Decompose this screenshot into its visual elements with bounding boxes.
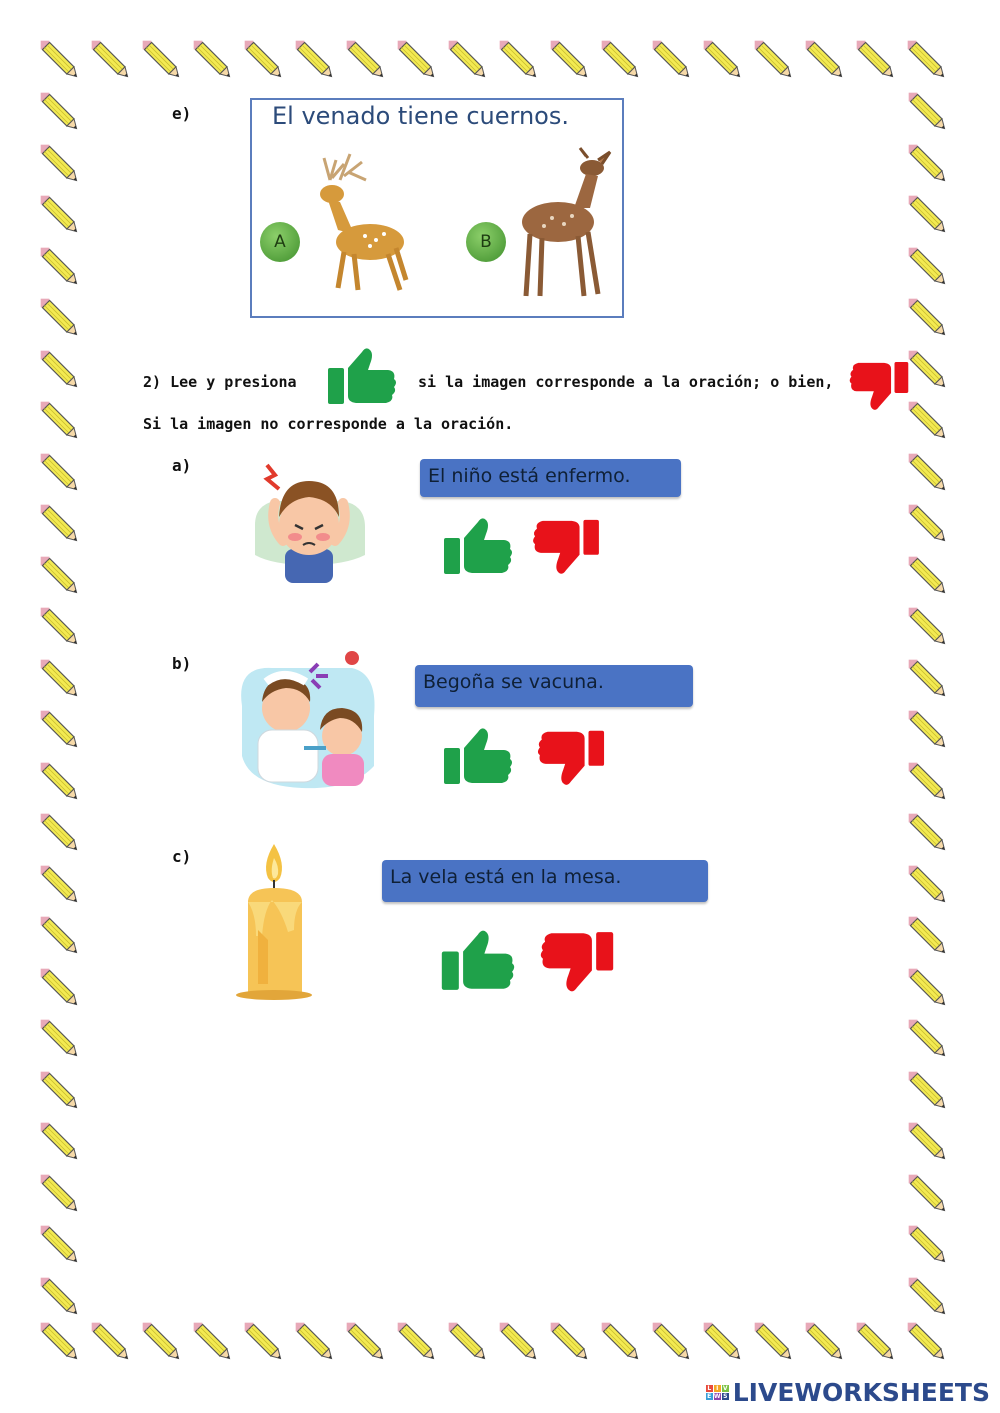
pencil-icon [40, 813, 92, 865]
pencil-icon [40, 710, 92, 762]
pencil-icon [908, 504, 960, 556]
pencil-icon [142, 40, 194, 92]
pencil-icon [40, 247, 92, 299]
pencil-icon [142, 1322, 194, 1374]
pencil-icon [908, 401, 960, 453]
pencil-icon [499, 1322, 551, 1374]
pencil-icon [856, 1322, 908, 1374]
pencil-icon [346, 1322, 398, 1374]
pencil-icon [550, 40, 602, 92]
pencil-icon [499, 40, 551, 92]
pencil-icon [40, 350, 92, 402]
deer-sentence: El venado tiene cuernos. [272, 102, 569, 130]
thumbs-up-button-a[interactable] [442, 514, 514, 576]
pencil-icon [397, 1322, 449, 1374]
thumbs-down-button-b[interactable] [536, 728, 606, 790]
pencil-icon [40, 1071, 92, 1123]
pencil-icon [40, 453, 92, 505]
pencil-icon [703, 1322, 755, 1374]
pencil-icon [652, 40, 704, 92]
pencil-icon [703, 40, 755, 92]
sick-boy-icon [245, 455, 373, 585]
option-a-button[interactable]: A [260, 222, 300, 262]
option-b-button[interactable]: B [466, 222, 506, 262]
pencil-icon [295, 40, 347, 92]
sentence-box-c: La vela está en la mesa. [382, 860, 708, 902]
pencil-icon [908, 195, 960, 247]
pencil-icon [40, 762, 92, 814]
pencil-icon [40, 1019, 92, 1071]
pencil-icon [754, 40, 806, 92]
pencil-icon [908, 1019, 960, 1071]
pencil-icon [601, 1322, 653, 1374]
pencil-icon [40, 1174, 92, 1226]
thumbs-up-button-b[interactable] [442, 724, 514, 786]
pencil-icon [908, 607, 960, 659]
fawn-icon [516, 146, 616, 302]
thumbs-down-icon [848, 360, 910, 414]
item-label-a: a) [172, 456, 192, 475]
vaccine-icon [232, 646, 382, 792]
pencil-icon [908, 453, 960, 505]
antlered-deer-icon [310, 150, 410, 300]
thumbs-up-icon [326, 344, 398, 406]
pencil-icon [91, 40, 143, 92]
pencil-icon [244, 40, 296, 92]
pencil-icon [652, 1322, 704, 1374]
pencil-icon [908, 865, 960, 917]
thumbs-down-button-c[interactable] [538, 930, 616, 996]
pencil-icon [40, 659, 92, 711]
pencil-icon [908, 710, 960, 762]
pencil-icon [40, 144, 92, 196]
pencil-icon [295, 1322, 347, 1374]
candle-icon [232, 840, 318, 1002]
pencil-icon [908, 556, 960, 608]
instruction-text-1: 2) Lee y presiona [143, 373, 297, 391]
pencil-icon [550, 1322, 602, 1374]
pencil-icon [397, 40, 449, 92]
pencil-icon [908, 92, 960, 144]
pencil-icon [908, 247, 960, 299]
pencil-icon [908, 916, 960, 968]
pencil-icon [40, 504, 92, 556]
pencil-icon [40, 916, 92, 968]
pencil-icon [907, 40, 959, 92]
pencil-icon [601, 40, 653, 92]
pencil-icon [346, 40, 398, 92]
pencil-icon [40, 968, 92, 1020]
item-label-c: c) [172, 847, 192, 866]
sentence-box-b: Begoña se vacuna. [415, 665, 693, 707]
thumbs-up-button-c[interactable] [439, 926, 517, 992]
item-label-e: e) [172, 104, 192, 123]
pencil-icon [40, 607, 92, 659]
pencil-icon [908, 350, 960, 402]
pencil-icon [244, 1322, 296, 1374]
instruction-text-2: si la imagen corresponde a la oración; o bien, [418, 373, 834, 391]
pencil-icon [908, 968, 960, 1020]
item-label-b: b) [172, 654, 192, 673]
pencil-icon [754, 1322, 806, 1374]
pencil-icon [908, 1174, 960, 1226]
pencil-icon [40, 865, 92, 917]
pencil-icon [856, 40, 908, 92]
logo-grid-icon: L I V E W S [707, 1385, 728, 1400]
pencil-icon [908, 1277, 960, 1329]
pencil-icon [40, 1277, 92, 1329]
pencil-icon [908, 1122, 960, 1174]
pencil-icon [908, 298, 960, 350]
pencil-icon [907, 1322, 959, 1374]
pencil-icon [448, 40, 500, 92]
pencil-icon [40, 556, 92, 608]
pencil-icon [448, 1322, 500, 1374]
deer-card [250, 98, 624, 318]
pencil-icon [40, 298, 92, 350]
pencil-icon [908, 659, 960, 711]
pencil-icon [40, 1122, 92, 1174]
pencil-icon [40, 1225, 92, 1277]
pencil-icon [40, 40, 92, 92]
pencil-icon [40, 92, 92, 144]
pencil-icon [908, 813, 960, 865]
pencil-icon [908, 1071, 960, 1123]
pencil-icon [91, 1322, 143, 1374]
pencil-icon [40, 195, 92, 247]
pencil-icon [805, 40, 857, 92]
instruction-text-3: Si la imagen no corresponde a la oración. [143, 415, 514, 433]
pencil-icon [908, 1225, 960, 1277]
thumbs-down-button-a[interactable] [531, 518, 601, 578]
pencil-icon [908, 144, 960, 196]
sentence-box-a: El niño está enfermo. [420, 459, 681, 497]
brand-name: LIVEWORKSHEETS [732, 1378, 990, 1407]
pencil-icon [40, 401, 92, 453]
liveworksheets-logo [706, 1378, 990, 1407]
pencil-icon [40, 1322, 92, 1374]
pencil-icon [193, 1322, 245, 1374]
pencil-icon [908, 762, 960, 814]
pencil-icon [193, 40, 245, 92]
pencil-icon [805, 1322, 857, 1374]
